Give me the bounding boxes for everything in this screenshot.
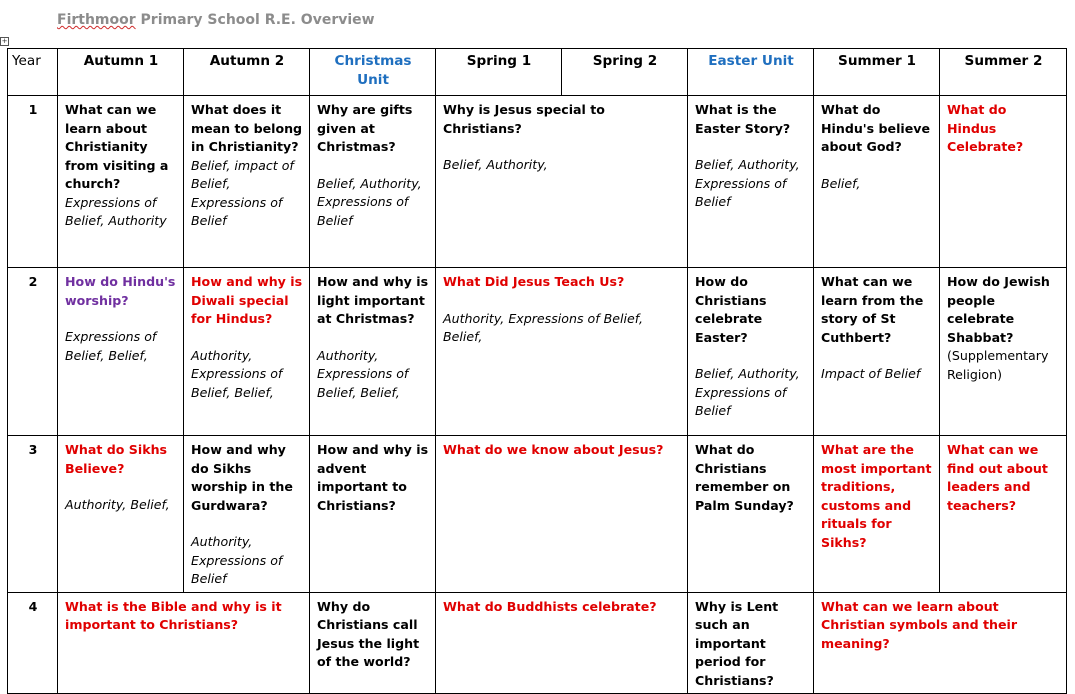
unit-question: How do Jewish people celebrate Shabbat? xyxy=(947,274,1050,345)
unit-cell xyxy=(310,592,436,694)
unit-cell xyxy=(436,436,688,593)
year-cell: 4 xyxy=(8,592,58,694)
unit-cell xyxy=(58,436,184,593)
unit-question: How and why do Sikhs worship in the Gurdwara? xyxy=(191,442,293,513)
unit-cell xyxy=(814,436,940,593)
unit-themes: Belief, Authority, Expressions of Belief xyxy=(317,175,422,228)
unit-cell xyxy=(688,436,814,593)
unit-themes: Expressions of Belief, Authority xyxy=(65,194,167,228)
table-row xyxy=(8,436,1067,593)
unit-themes: Impact of Belief xyxy=(821,366,921,381)
unit-question: What do we know about Jesus? xyxy=(443,442,664,457)
header-row xyxy=(8,49,1067,96)
unit-question: How do Christians celebrate Easter? xyxy=(695,274,767,345)
unit-question: What do Hindus Celebrate? xyxy=(947,102,1024,154)
year-cell: 2 xyxy=(8,268,58,436)
unit-cell xyxy=(184,96,310,268)
year-cell: 3 xyxy=(8,436,58,593)
move-handle-icon[interactable]: + xyxy=(1,37,8,45)
unit-cell xyxy=(184,268,310,436)
unit-question: What do Sikhs Believe? xyxy=(65,442,168,476)
unit-cell xyxy=(940,436,1067,593)
unit-question: Why are gifts given at Christmas? xyxy=(317,102,413,154)
unit-question: How do Hindu's worship? xyxy=(65,274,176,308)
unit-question: How and why is light important at Christmas? xyxy=(317,274,429,326)
unit-question: What is the Bible and why is it important to Christians? xyxy=(65,598,282,632)
unit-themes: Belief, Authority, Expressions of Belief xyxy=(695,157,800,209)
unit-question: What can we learn about Christian symbols and their meaning? xyxy=(821,598,1018,651)
unit-themes: Authority, Expressions of Belief, Belief, xyxy=(443,310,644,344)
unit-question: Why is Jesus special to Christians? xyxy=(443,102,605,136)
unit-cell xyxy=(436,96,688,268)
unit-cell xyxy=(184,436,310,593)
title-rest: Primary School R.E. Overview xyxy=(135,12,375,28)
unit-cell xyxy=(58,96,184,268)
unit-cell xyxy=(436,268,688,436)
unit-cell xyxy=(940,268,1067,436)
unit-themes: Authority, Expressions of Belief, Belief, xyxy=(317,347,409,400)
unit-question: What can we find out about leaders and teachers? xyxy=(947,442,1048,513)
unit-cell xyxy=(310,96,436,268)
unit-cell xyxy=(688,96,814,268)
year-cell: 1 xyxy=(8,96,58,268)
header-spring-1: Spring 1 xyxy=(436,49,562,96)
unit-themes: Belief, Authority, xyxy=(443,157,548,172)
unit-cell xyxy=(814,96,940,268)
table-row xyxy=(8,592,1067,694)
unit-question: What are the most important traditions, customs and rituals for Sikhs? xyxy=(821,442,932,550)
unit-themes: Authority, Expressions of Belief xyxy=(191,534,283,586)
unit-cell xyxy=(688,592,814,694)
header-easter-unit: Easter Unit xyxy=(688,49,814,96)
document-title xyxy=(57,12,375,28)
re-overview-table xyxy=(7,48,1067,694)
unit-cell xyxy=(58,592,310,694)
unit-question: Why is Lent such an important period for Christians? xyxy=(695,598,779,688)
header-autumn-2: Autumn 2 xyxy=(184,49,310,96)
unit-question: What can we learn from the story of St Cuthbert? xyxy=(821,274,924,345)
unit-question: Why do Christians call Jesus the light of the world? xyxy=(317,598,420,669)
unit-question: How and why is advent important to Christians? xyxy=(317,442,429,513)
table-row xyxy=(8,268,1067,436)
unit-cell xyxy=(58,268,184,436)
header-summer-1: Summer 1 xyxy=(814,49,940,96)
unit-themes: Authority, Belief, xyxy=(65,497,170,512)
unit-question: What Did Jesus Teach Us? xyxy=(443,274,625,289)
unit-question: What can we learn about Christianity from visiting a church? xyxy=(65,102,169,191)
header-year: Year xyxy=(8,49,58,96)
header-autumn-1: Autumn 1 xyxy=(58,49,184,96)
unit-themes: Authority, Expressions of Belief, Belief, xyxy=(191,347,283,400)
header-summer-2: Summer 2 xyxy=(940,49,1067,96)
unit-themes: Belief, Authority, Expressions of Belief xyxy=(695,366,800,418)
table-row xyxy=(8,96,1067,268)
unit-question: What do Christians remember on Palm Sunday? xyxy=(695,442,794,513)
unit-cell xyxy=(310,268,436,436)
unit-note: (Supplementary Religion) xyxy=(947,348,1049,382)
unit-themes: Belief, xyxy=(821,175,861,191)
unit-themes: Expressions of Belief, Belief, xyxy=(65,329,157,363)
unit-question: What do Buddhists celebrate? xyxy=(443,598,657,614)
header-spring-2: Spring 2 xyxy=(562,49,688,96)
unit-cell xyxy=(436,592,688,694)
title-misspelled-word: Firthmoor xyxy=(57,12,136,28)
unit-cell xyxy=(814,268,940,436)
unit-cell xyxy=(940,96,1067,268)
unit-themes: Belief, impact of Belief, Expressions of Belief xyxy=(191,157,294,228)
unit-question: How and why is Diwali special for Hindus? xyxy=(191,274,303,326)
unit-cell xyxy=(814,592,1067,694)
unit-cell xyxy=(688,268,814,436)
unit-question: What do Hindu's believe about God? xyxy=(821,102,931,154)
unit-question: What is the Easter Story? xyxy=(695,102,791,136)
unit-question: What does it mean to belong in Christianity? xyxy=(191,102,303,154)
header-christmas-unit: Christmas Unit xyxy=(310,49,436,96)
unit-cell xyxy=(310,436,436,593)
